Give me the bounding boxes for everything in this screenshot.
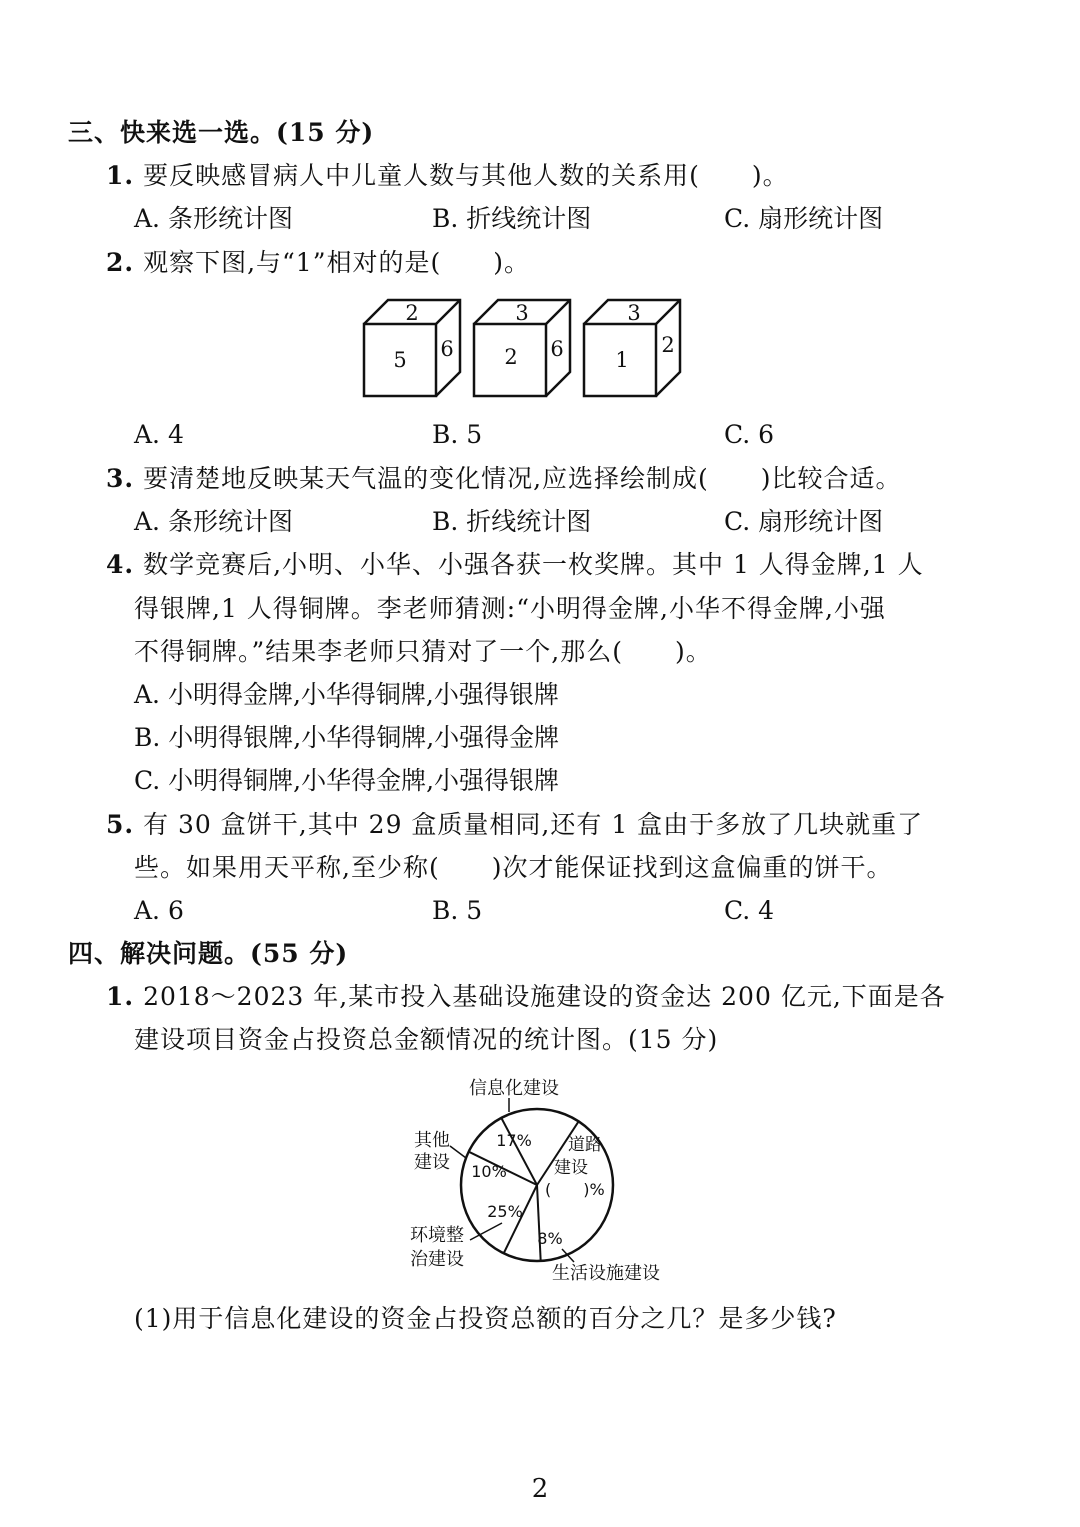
label-env-1: 环境整 — [410, 1225, 464, 1246]
pie-chart — [392, 1068, 692, 1288]
page-number: 2 — [531, 1474, 549, 1504]
question-text: 数学竞赛后,小明、小华、小强各获一枚奖牌。其中 1 人得金牌,1 人 — [143, 550, 924, 579]
question-text: 有 30 盒饼干,其中 29 盒质量相同,还有 1 盒由于多放了几块就重了 — [143, 810, 924, 839]
question-3-5-line2: 些。如果用天平称,至少称( )次才能保证找到这盒偏重的饼干。 — [134, 853, 893, 882]
cube-1 — [364, 300, 460, 396]
question-3-3 — [106, 462, 902, 496]
cube-side-label: 6 — [440, 337, 454, 361]
question-3-4-line2: 得银牌,1 人得铜牌。李老师猜测:“小明得金牌,小华不得金牌,小强 — [134, 594, 886, 623]
question-text: 2018～2023 年,某市投入基础设施建设的资金达 200 亿元,下面是各 — [143, 982, 946, 1011]
cube-top-label: 2 — [405, 301, 419, 325]
cube-2 — [474, 300, 570, 396]
option-a: A. 条形统计图 — [134, 204, 293, 233]
sub-question-1: (1)用于信息化建设的资金占投资总额的百分之几？是多少钱? — [134, 1304, 837, 1333]
pct-life: 8% — [537, 1229, 563, 1248]
question-text: 要清楚地反映某天气温的变化情况,应选择绘制成( )比较合适。 — [143, 464, 902, 493]
question-3-2 — [106, 246, 530, 280]
pct-info: 17% — [496, 1131, 532, 1150]
question-number: 5. — [106, 810, 135, 839]
label-road-1: 道路 — [568, 1135, 602, 1155]
pct-other: 10% — [471, 1162, 507, 1181]
question-4-1-line2: 建设项目资金占投资总金额情况的统计图。(15 分) — [134, 1025, 719, 1054]
leader-other — [450, 1146, 466, 1158]
cube-top-label: 3 — [627, 301, 641, 325]
option-a: A. 6 — [134, 896, 184, 925]
section4-title: 四、解决问题。(55 分) — [68, 939, 349, 968]
section3-title: 三、快来选一选。(15 分) — [68, 118, 375, 147]
leader-env — [470, 1223, 502, 1240]
option-c: C. 4 — [724, 896, 775, 925]
option-b: B. 小明得银牌,小华得铜牌,小强得金牌 — [134, 723, 560, 752]
option-b: B. 5 — [432, 420, 483, 449]
divider-road-life — [537, 1185, 541, 1261]
question-number: 2. — [106, 248, 135, 277]
option-c: C. 6 — [724, 420, 775, 449]
option-c: C. 小明得铜牌,小华得金牌,小强得银牌 — [134, 766, 560, 795]
question-number: 4. — [106, 550, 135, 579]
label-other-1: 其他 — [414, 1130, 450, 1151]
cube-front-label: 5 — [393, 348, 407, 372]
question-number: 1. — [106, 982, 135, 1011]
option-b: B. 折线统计图 — [432, 204, 592, 233]
question-3-5-line1 — [106, 808, 923, 842]
cube-top-label: 3 — [515, 301, 529, 325]
option-c: C. 扇形统计图 — [724, 204, 884, 233]
question-3-1 — [106, 159, 789, 193]
option-a: A. 小明得金牌,小华得铜牌,小强得银牌 — [134, 680, 559, 709]
option-b: B. 5 — [432, 896, 483, 925]
option-a: A. 4 — [134, 420, 184, 449]
question-3-4-line3: 不得铜牌。”结果李老师只猜对了一个,那么( )。 — [134, 637, 712, 666]
pct-env: 25% — [487, 1202, 523, 1221]
option-c: C. 扇形统计图 — [724, 507, 884, 536]
cubes-figure — [350, 292, 700, 404]
question-4-1-line1 — [106, 980, 946, 1014]
question-number: 1. — [106, 161, 135, 190]
cube-side-label: 2 — [661, 333, 675, 357]
label-road-2: 建设 — [554, 1158, 588, 1178]
question-number: 3. — [106, 464, 135, 493]
label-info: 信息化建设 — [469, 1078, 559, 1099]
pct-road: ( )% — [545, 1180, 605, 1199]
question-text: 要反映感冒病人中儿童人数与其他人数的关系用( )。 — [143, 161, 789, 190]
option-a: A. 条形统计图 — [134, 507, 293, 536]
question-3-4-line1 — [106, 548, 924, 582]
cube-3 — [584, 300, 680, 396]
option-b: B. 折线统计图 — [432, 507, 592, 536]
cube-side-label: 6 — [550, 337, 564, 361]
question-text: 观察下图,与“1”相对的是( )。 — [143, 248, 530, 277]
label-env-2: 治建设 — [410, 1249, 464, 1270]
label-life: 生活设施建设 — [552, 1263, 660, 1284]
label-other-2: 建设 — [414, 1152, 450, 1173]
cube-front-label: 2 — [504, 345, 518, 369]
cube-front-label: 1 — [615, 348, 629, 372]
